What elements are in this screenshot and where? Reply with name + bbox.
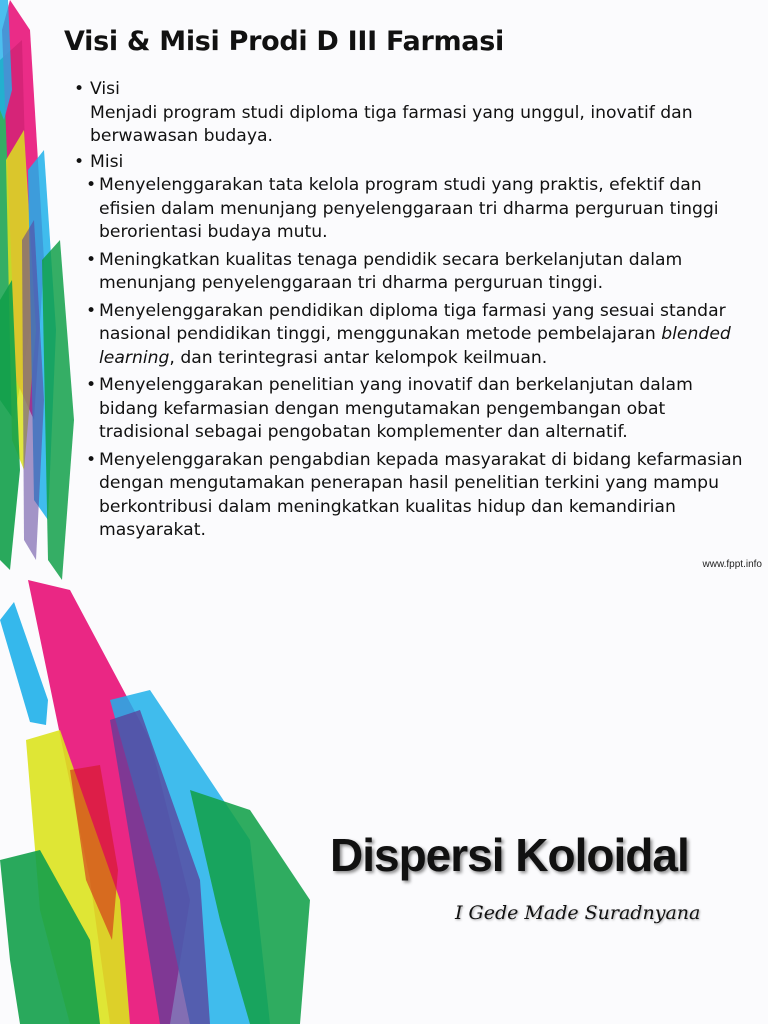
slide-title: Visi & Misi Prodi D III Farmasi: [64, 26, 504, 57]
visi-heading: • Visi: [74, 78, 754, 102]
visi-text: Menjadi program studi diploma tiga farmasi yang unggul, inovatif dan berwawasan budaya.: [90, 102, 693, 146]
visi-misi-content: [74, 78, 754, 547]
misi-heading: • Misi: [74, 151, 754, 175]
misi-item-text: , dan terintegrasi antar kelompok keilmuan.: [169, 347, 548, 368]
misi-item: [74, 300, 754, 371]
misi-item: • Menyelenggarakan pengabdian kepada masyarakat di bidang kefarmasian dengan mengutamakan penerapan hasil penelitian terkini yang mampu berkontribusi dalam meningkatkan kualitas hidup dan kemandirian masyarakat.: [74, 449, 754, 543]
misi-item: • Menyelenggarakan tata kelola program studi yang praktis, efektif dan efisien dalam menunjang penyelenggaraan tri dharma perguruan tinggi berorientasi budaya mutu.: [74, 174, 754, 245]
misi-item-text: Menyelenggarakan pendidikan diploma tiga farmasi yang sesuai standar nasional pendidikan tinggi, menggunakan metode pembelajaran: [99, 300, 726, 344]
misi-item: • Menyelenggarakan penelitian yang inovatif dan berkelanjutan dalam bidang kefarmasian dengan mengutamakan pengembangan obat tradisional sebagai pengobatan komplementer dan alternatif.: [74, 374, 754, 445]
slide-title-page: [0, 580, 768, 1024]
decorative-ribbons-large: [0, 580, 330, 1024]
author-name: I Gede Made Suradnyana: [455, 902, 701, 924]
presentation-title: Dispersi Koloidal: [330, 829, 689, 881]
misi-item: • Meningkatkan kualitas tenaga pendidik secara berkelanjutan dalam menunjang penyelenggaraan tri dharma perguruan tinggi.: [74, 249, 754, 296]
misi-item-emphasis: blended learning: [99, 324, 731, 368]
footer-url: www.fppt.info: [702, 559, 762, 570]
